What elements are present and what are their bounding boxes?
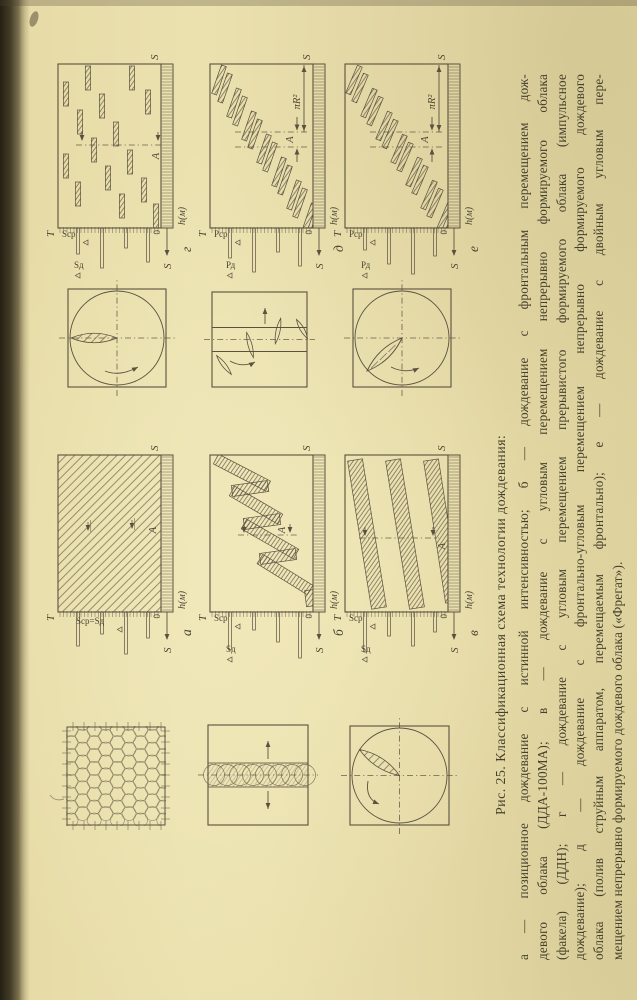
plan-square-center-band — [198, 725, 318, 825]
sprinkler-circle — [157, 749, 171, 763]
plan-circle-diagonal-lens — [341, 717, 458, 834]
triangle-marker — [362, 657, 367, 662]
arrowhead — [165, 250, 170, 256]
triangle-marker — [75, 273, 80, 278]
triangle-marker — [235, 240, 240, 245]
comb-prong — [388, 228, 391, 264]
comb-label: Sср — [62, 229, 76, 239]
chart-content — [63, 66, 158, 228]
t-axis-label: T — [197, 614, 209, 621]
lens-shape — [217, 356, 232, 375]
sprinkler-circle — [157, 787, 171, 801]
plan-square-overlapping-circles — [62, 716, 171, 830]
lens-shape — [360, 750, 400, 776]
s-axis-strip — [313, 64, 325, 228]
rain-bar — [113, 122, 118, 146]
rain-bar — [63, 154, 68, 178]
rain-bar — [127, 150, 132, 174]
comb-label: Sср — [214, 613, 228, 623]
rain-bar — [63, 82, 68, 106]
comb-prong — [125, 612, 128, 654]
lens-shape — [71, 333, 117, 343]
line — [380, 353, 387, 360]
s-axis-label-right: S — [436, 54, 448, 60]
arrowhead — [266, 803, 271, 809]
arrowhead — [266, 741, 271, 747]
chart-content — [212, 65, 323, 241]
plan-frame — [67, 727, 165, 825]
dim-a-label: A — [420, 136, 431, 143]
dim-a-label: A — [285, 136, 296, 143]
s-axis-label-left: S — [449, 647, 461, 653]
h-axis-label: h(м) — [329, 590, 340, 609]
s-axis-label-left: S — [314, 263, 326, 269]
chart-content — [213, 454, 317, 607]
rain-bar — [91, 138, 96, 162]
s-axis-label-left: S — [314, 647, 326, 653]
s-axis-label-right: S — [301, 54, 313, 60]
rain-bar — [99, 94, 104, 118]
comb-label: Рд — [361, 260, 371, 270]
comb-prong — [412, 228, 415, 274]
arrowhead — [452, 250, 457, 256]
triangle-marker — [227, 657, 232, 662]
s-axis-strip — [448, 455, 460, 612]
scan-gutter-shadow — [0, 0, 30, 1000]
h-axis-label: h(м) — [177, 206, 188, 225]
caption-line: а — позиционное дождевание с истинной интенсивностью; б — дождевание с фронтальным перемещением дож- — [516, 74, 531, 960]
h-axis-label: h(м) — [329, 206, 340, 225]
triangle-marker — [370, 240, 375, 245]
h-axis-label: h(м) — [177, 590, 188, 609]
triangle-marker — [83, 240, 88, 245]
caption-line: мещением непрерывно формируемого дождевого облака («Фрегат»). — [609, 561, 625, 960]
comb-prong — [277, 612, 280, 642]
hatch-area — [58, 455, 161, 612]
t-axis-label: T — [45, 614, 57, 621]
plan-circle-vertical-lens — [59, 280, 175, 396]
comb-prong — [299, 612, 302, 658]
s-axis-strip — [161, 455, 173, 612]
plan-square-band-lenses — [204, 292, 315, 387]
s-axis-strip — [313, 455, 325, 612]
sprinkler-circle — [157, 800, 171, 814]
triangle-marker — [362, 273, 367, 278]
caption-line: девого облака (ДДА-100МА); в — дождевание с угловым перемещением непрерывно формируемого облака — [534, 74, 550, 960]
arrowhead — [373, 800, 380, 807]
diagram-letter: в — [466, 630, 481, 636]
hatched-band — [424, 459, 461, 603]
comb-prong — [364, 228, 367, 250]
arrowhead — [132, 365, 140, 372]
comb-label: Рср — [214, 229, 228, 239]
rain-bar — [141, 178, 146, 202]
dim-a-label: A — [151, 152, 162, 160]
comb-prong — [299, 228, 302, 266]
comb-prong — [434, 228, 437, 256]
dim-a-label: A — [277, 526, 288, 534]
rain-bar — [85, 66, 90, 90]
dim-a-label: A — [437, 542, 448, 550]
stray-pencil-mark — [50, 795, 64, 800]
chart-content — [346, 65, 459, 241]
rain-bar — [129, 66, 134, 90]
arrowhead — [430, 149, 435, 155]
arrowhead — [165, 634, 170, 640]
arrowhead — [249, 360, 257, 367]
triangle-marker — [117, 627, 122, 632]
comb-label: Рд — [226, 260, 236, 270]
dim-pir2-label: πR² — [292, 94, 303, 110]
origin-label: 0 — [304, 614, 314, 619]
figure-caption — [494, 74, 628, 960]
arrowhead — [317, 634, 322, 640]
figure-title: Рис. 25. Классификационная схема технологии дождевания: — [494, 434, 509, 815]
comb-label: Sср=Sд — [76, 616, 105, 626]
arrowhead — [452, 634, 457, 640]
chart-frame — [58, 64, 161, 228]
hatched-band — [348, 459, 387, 609]
plan-circle-diagonal-lens-ticks — [344, 280, 460, 396]
h-axis-label: h(м) — [464, 206, 475, 225]
arrowhead — [156, 135, 161, 141]
arrowhead — [80, 135, 85, 141]
rain-bar — [75, 182, 80, 206]
arrowhead — [430, 125, 435, 131]
lens-shape — [297, 319, 308, 338]
s-axis-label-left: S — [162, 263, 174, 269]
s-axis-label-right: S — [149, 54, 161, 60]
arrowhead — [295, 125, 300, 131]
arrowhead — [302, 125, 307, 131]
origin-label: 0 — [152, 230, 162, 235]
s-axis-strip — [448, 64, 460, 228]
caption-line: облака (полив струйным аппаратом, перемещаемым фронтально); е — дождевание с двойным угловым пере- — [591, 74, 607, 960]
lens-shape — [275, 318, 281, 343]
arrowhead — [437, 66, 442, 72]
rain-bar — [105, 166, 110, 190]
triangle-marker — [227, 273, 232, 278]
comb-prong — [101, 228, 104, 268]
rain-bar — [119, 194, 124, 218]
arrowhead — [413, 366, 420, 373]
origin-label: 0 — [439, 230, 449, 235]
s-axis-label-right: S — [149, 445, 161, 451]
diagram-letter: б — [331, 629, 346, 636]
comb-prong — [147, 612, 150, 638]
circle-pattern — [64, 716, 171, 827]
origin-label: 0 — [152, 614, 162, 619]
comb-prong — [253, 228, 256, 272]
sprinkler-circle — [157, 736, 171, 750]
comb-label: Sд — [74, 260, 84, 270]
sprinkler-circle — [157, 723, 171, 737]
chart-г — [45, 54, 194, 278]
lens-shape — [367, 338, 402, 371]
h-axis-label: h(м) — [464, 590, 475, 609]
origin-label: 0 — [304, 230, 314, 235]
comb-label: Sд — [361, 644, 371, 654]
arrowhead — [437, 125, 442, 131]
s-axis-label-left: S — [162, 647, 174, 653]
machine-band — [208, 763, 308, 787]
scan-edge-shadow — [0, 0, 637, 6]
s-axis-label-left: S — [449, 263, 461, 269]
t-axis-label: T — [332, 614, 344, 621]
diagram-letter: е — [466, 246, 481, 252]
arrowhead — [302, 66, 307, 72]
comb-prong — [277, 228, 280, 252]
arrowhead — [295, 149, 300, 155]
diagram-letter: д — [331, 245, 346, 252]
rain-bar — [153, 204, 158, 228]
sprinkler-circle — [157, 761, 171, 775]
s-axis-label-right: S — [436, 445, 448, 451]
rain-bar — [77, 110, 82, 134]
t-axis-label: T — [45, 230, 57, 237]
s-axis-strip — [161, 64, 173, 228]
arrowhead — [317, 250, 322, 256]
diagram-letter: г — [179, 246, 194, 252]
hatched-band — [386, 459, 425, 609]
dim-a-label: A — [148, 526, 159, 534]
chart-д — [197, 54, 346, 278]
chart-б — [197, 445, 346, 662]
triangle-marker — [370, 624, 375, 629]
comb-prong — [147, 228, 150, 262]
rain-bar — [145, 90, 150, 114]
lens-shape — [247, 332, 254, 357]
comb-prong — [434, 612, 437, 632]
rotation-arc — [367, 781, 379, 804]
comb-label: Sд — [226, 644, 236, 654]
caption-line: дождевание); д — дождевание с фронтально-угловым перемещением непрерывно формируемого дождевого — [572, 74, 588, 960]
dim-pir2-label: πR² — [427, 94, 438, 110]
comb-prong — [125, 228, 128, 248]
chart-в — [332, 445, 481, 662]
t-axis-label: T — [332, 230, 344, 237]
t-axis-label: T — [197, 230, 209, 237]
s-axis-label-right: S — [301, 445, 313, 451]
comb-prong — [412, 612, 415, 646]
comb-label: Sср — [349, 613, 363, 623]
comb-prong — [77, 228, 80, 254]
caption-line: (факела) (ДДН); г — дождевание с угловым перемещением прерывистого формируемого облака (импульсное — [553, 74, 569, 960]
comb-label: Рср — [349, 229, 363, 239]
arrowhead — [288, 527, 293, 533]
arrowhead — [263, 308, 268, 314]
comb-prong — [229, 228, 232, 258]
chart-content — [58, 455, 161, 612]
chart-е — [332, 54, 481, 278]
origin-label: 0 — [439, 614, 449, 619]
diagram-letter: а — [179, 629, 194, 636]
triangle-marker — [235, 624, 240, 629]
chart-а — [45, 445, 194, 654]
